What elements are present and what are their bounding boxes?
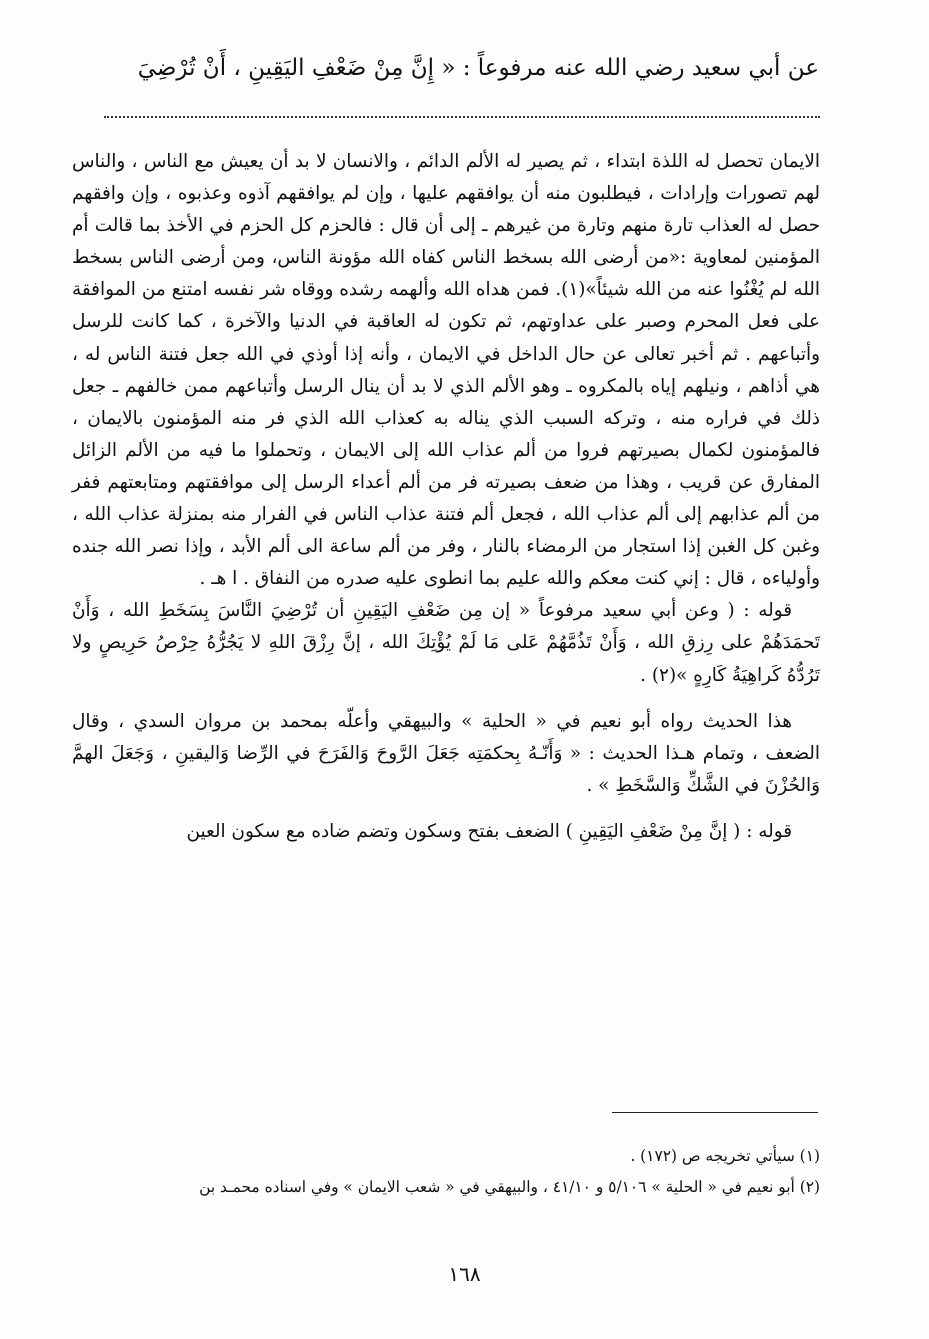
paragraph-hadith-quote: قوله : ( وعن أبي سعيد مرفوعاً « إن مِن ضَعْفِ اليَقِينِ أن تُرْضِيَ النَّاسَ بِسَخَطِ الله ، وَأَنْ تَحمَدَهُمْ على رِزقِ الله ، وَأَنْ تَذُمَّهُمْ عَلى مَا لَمْ يُؤْتِكَ الله ، إنَّ رِزْقَ اللهِ لا يَجُرُّهُ حِرْصُ حَرِيصٍ ولا تَرُدُّهُ كَراهِيَةُ كَارِهٍ »(٢) . bbox=[72, 600, 820, 686]
footnote-1: (١) سيأتي تخريجه ص (١٧٢) . bbox=[630, 1147, 820, 1165]
running-head: عن أبي سعيد رضي الله عنه مرفوعاً : « إِنَّ مِنْ ضَعْفِ اليَقِينِ ، أَنْ تُرْضِيَ bbox=[137, 55, 819, 81]
paragraph-commentary: الايمان تحصل له اللذة ابتداء ، ثم يصير له الألم الدائم ، والانسان لا بد أن يعيش مع الناس ، والناس لهم تصورات وإرادات ، فيطلبون منه أن يوافقهم عليها ، وإن لم يوافقهم آذوه وعذبوه ، وإن وافقهم حصل له العذاب تارة منهم وتارة من غيرهم ـ إلى أن قال : فالحزم كل الحزم في الأخذ بما قالت أم المؤمنين لمعاوية :«من أرضى الله بسخط الناس كفاه الله مؤونة الناس، ومن أرضى الناس بسخط الله لم يُغْنُوا عنه من الله شيئاً»(١). فمن هداه الله وألهمه رشده ووقاه شر نفسه امتنع من الموافقة على فعل المحرم وصبر على عداوتهم، ثم تكون له العاقبة في الدنيا والآخرة ، كما كانت للرسل وأتباعهم . ثم أخبر تعالى عن حال الداخل في الايمان ، وأنه إذا أوذي في الله جعل فتنة الناس له ، هي أذاهم ، ونيلهم إياه بالمكروه ـ وهو الألم الذي لا بد أن ينال الرسل وأتباعهم ممن خالفهم ـ جعل ذلك في فراره منه ، وتركه السبب الذي يناله به كعذاب الله الذي فر منه المؤمنون بالايمان ، فالمؤمنون لكمال بصيرتهم فروا من ألم عذاب الله إلى الايمان ، وتحملوا ما فيه من الألم الزائل المفارق عن قريب ، وهذا من ضعف بصيرته فر من ألم أعداء الرسل إلى موافقتهم ومتابعتهم ففر من ألم عذابهم إلى ألم عذاب الله ، فجعل ألم فتنة عذاب الناس في الفرار منه بمنزلة عذاب الله ، وغبن كل الغبن إذا استجار من الرمضاء بالنار ، وفر من ألم ساعة الى ألم الأبد ، وإذا نصر الله جنده وأولياءه ، قال : إني كنت معكم والله عليم بما انطوى عليه صدره من النفاق . ا هـ . bbox=[72, 151, 820, 590]
footnote-2: (٢) أبو نعيم في « الحلية » ٥/١٠٦ و ٤١/١٠ ، والبيهقي في « شعب الايمان » وفي اسناده محمـد بن bbox=[199, 1178, 820, 1196]
footnotes bbox=[72, 1141, 820, 1203]
main-text bbox=[72, 146, 820, 848]
paragraph-hadith-source: هذا الحديث رواه أبو نعيم في « الحلية » والبيهقي وأعلّه بمحمد بن مروان السدي ، وقال الضعف ، وتمام هـذا الحديث : « وَأَنّـهُ بِحكمَتِه جَعَلَ الرَّوحَ وَالفَرَحَ في الرِّضا وَاليقينِ ، وَجَعَلَ الهمَّ وَالحُزْنَ في الشَّكِّ وَالسَّخَطِ » . bbox=[72, 710, 820, 796]
paragraph-explanation: قوله : ( إنَّ مِنْ ضَعْفِ اليَقِينِ ) الضعف بفتح وسكون وتضم ضاده مع سكون العين bbox=[186, 820, 792, 842]
page-number: ١٦٨ bbox=[448, 1262, 481, 1286]
header-dotted-rule bbox=[104, 116, 820, 118]
footnote-rule bbox=[612, 1112, 818, 1113]
